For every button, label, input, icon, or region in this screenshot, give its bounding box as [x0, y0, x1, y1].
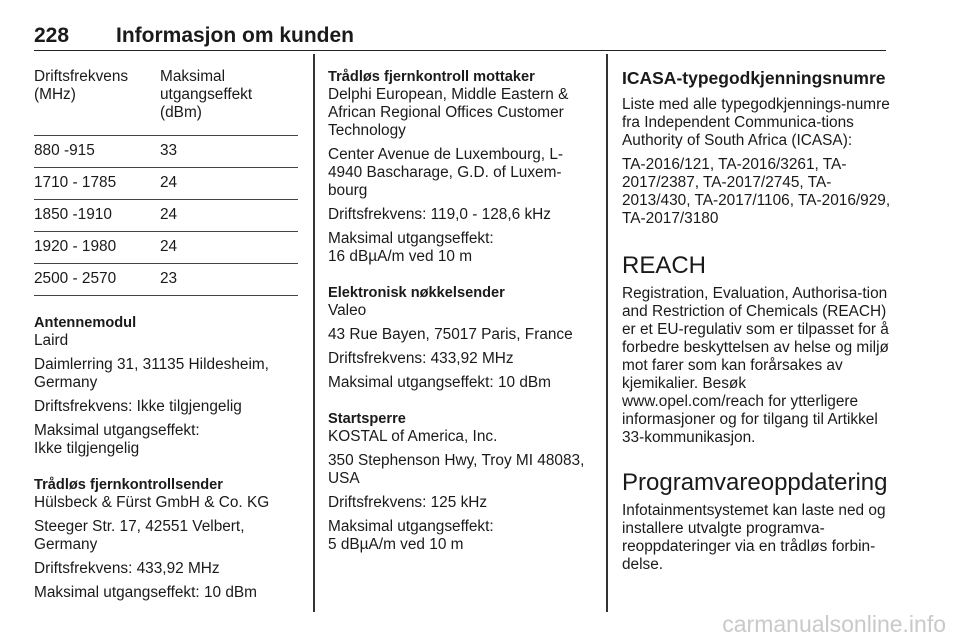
software-update-text: Infotainmentsystemet kan laste ned og installere utvalgte programva-reoppdateringer via en trådløs forbin-delse. [622, 502, 886, 573]
immobilizer-heading: Startsperre [328, 411, 406, 427]
spacer [328, 398, 586, 410]
table-header-frequency: Driftsfrekvens (MHz) [34, 68, 160, 136]
spacer [328, 272, 586, 284]
reach-heading: REACH [622, 252, 707, 279]
table-header-row [34, 68, 298, 136]
remote-receiver-power-value: 16 dBµA/m ved 10 m [328, 248, 473, 265]
spacer [34, 464, 298, 476]
table-cell-power: 23 [160, 264, 298, 296]
antenna-power-label: Maksimal utgangseffekt: [34, 422, 200, 439]
page-title: Informasjon om kunden [116, 24, 355, 47]
table-cell-power: 24 [160, 232, 298, 264]
antenna-heading: Antennemodul [34, 315, 137, 331]
table-row [34, 136, 298, 168]
spacer [34, 296, 298, 314]
reach-text: Registration, Evaluation, Authorisa-tion and Restriction of Chemicals (REACH) er et EU-regulativ som er tilpasset for å forbedre beskyttelsen av helse og miljø mot farer som kan forårsakes av kjemikalier. Besøk www.opel.com/reach for ytterligere informasjoner og for tilgang til Artikkel 33-kommunikasjon. [622, 285, 889, 446]
immobilizer-maker: KOSTAL of America, Inc. [328, 428, 498, 445]
table-cell-frequency: 880 -915 [34, 136, 160, 168]
column-1 [34, 68, 298, 608]
icasa-intro: Liste med alle typegodkjennings-numre fra Independent Communica-tions Authority of South Africa (ICASA): [622, 96, 890, 149]
remote-sender-frequency: Driftsfrekvens: 433,92 MHz [34, 560, 220, 577]
icasa-numbers: TA-2016/121, TA-2016/3261, TA-2017/2387, TA-2017/2745, TA-2013/430, TA-2017/1106, TA-2016/929, TA-2017/3180 [622, 156, 891, 227]
column-3 [622, 68, 892, 580]
column-divider-2 [606, 54, 608, 612]
antenna-power-value: Ikke tilgjengelig [34, 440, 140, 457]
spacer [622, 453, 892, 469]
remote-sender-address: Steeger Str. 17, 42551 Velbert, Germany [34, 518, 245, 553]
table-row [34, 264, 298, 296]
table-cell-power: 24 [160, 168, 298, 200]
immobilizer-frequency: Driftsfrekvens: 125 kHz [328, 494, 488, 511]
spacer [622, 234, 892, 252]
remote-sender-heading: Trådløs fjernkontrollsender [34, 477, 223, 493]
page-number: 228 [34, 24, 70, 47]
key-sender-address: 43 Rue Bayen, 75017 Paris, France [328, 326, 573, 343]
antenna-maker: Laird [34, 332, 69, 349]
table-cell-frequency: 2500 - 2570 [34, 264, 160, 296]
remote-sender-power: Maksimal utgangseffekt: 10 dBm [34, 584, 257, 601]
column-2 [328, 68, 586, 560]
page-header [34, 22, 886, 51]
icasa-heading: ICASA-typegodkjenningsnumre [622, 68, 886, 88]
table-row [34, 232, 298, 264]
table-row [34, 200, 298, 232]
table-row [34, 168, 298, 200]
antenna-frequency: Driftsfrekvens: Ikke tilgjengelig [34, 398, 242, 415]
watermark-text: carmanualsonline.info [722, 611, 946, 637]
table-cell-frequency: 1850 -1910 [34, 200, 160, 232]
table-header-power: Maksimal utgangseffekt (dBm) [160, 68, 298, 136]
immobilizer-power-value: 5 dBµA/m ved 10 m [328, 536, 464, 553]
remote-sender-maker: Hülsbeck & Fürst GmbH & Co. KG [34, 494, 270, 511]
key-sender-frequency: Driftsfrekvens: 433,92 MHz [328, 350, 514, 367]
table-cell-frequency: 1920 - 1980 [34, 232, 160, 264]
remote-receiver-power-label: Maksimal utgangseffekt: [328, 230, 494, 247]
immobilizer-address: 350 Stephenson Hwy, Troy MI 48083, USA [328, 452, 585, 487]
remote-receiver-heading: Trådløs fjernkontroll mottaker [328, 69, 535, 85]
immobilizer-power-label: Maksimal utgangseffekt: [328, 518, 494, 535]
antenna-address: Daimlerring 31, 31135 Hildesheim, Germany [34, 356, 269, 391]
key-sender-maker: Valeo [328, 302, 367, 319]
column-divider-1 [313, 54, 315, 612]
remote-receiver-frequency: Driftsfrekvens: 119,0 - 128,6 kHz [328, 206, 551, 223]
table-cell-frequency: 1710 - 1785 [34, 168, 160, 200]
software-update-heading: Programvareoppdatering [622, 469, 888, 496]
key-sender-power: Maksimal utgangseffekt: 10 dBm [328, 374, 551, 391]
table-cell-power: 33 [160, 136, 298, 168]
remote-receiver-address: Center Avenue de Luxembourg, L-4940 Bascharage, G.D. of Luxem-bourg [328, 146, 564, 199]
frequency-table [34, 68, 298, 296]
key-sender-heading: Elektronisk nøkkelsender [328, 285, 505, 301]
remote-receiver-maker: Delphi European, Middle Eastern & African Regional Offices Customer Technology [328, 86, 569, 139]
table-cell-power: 24 [160, 200, 298, 232]
